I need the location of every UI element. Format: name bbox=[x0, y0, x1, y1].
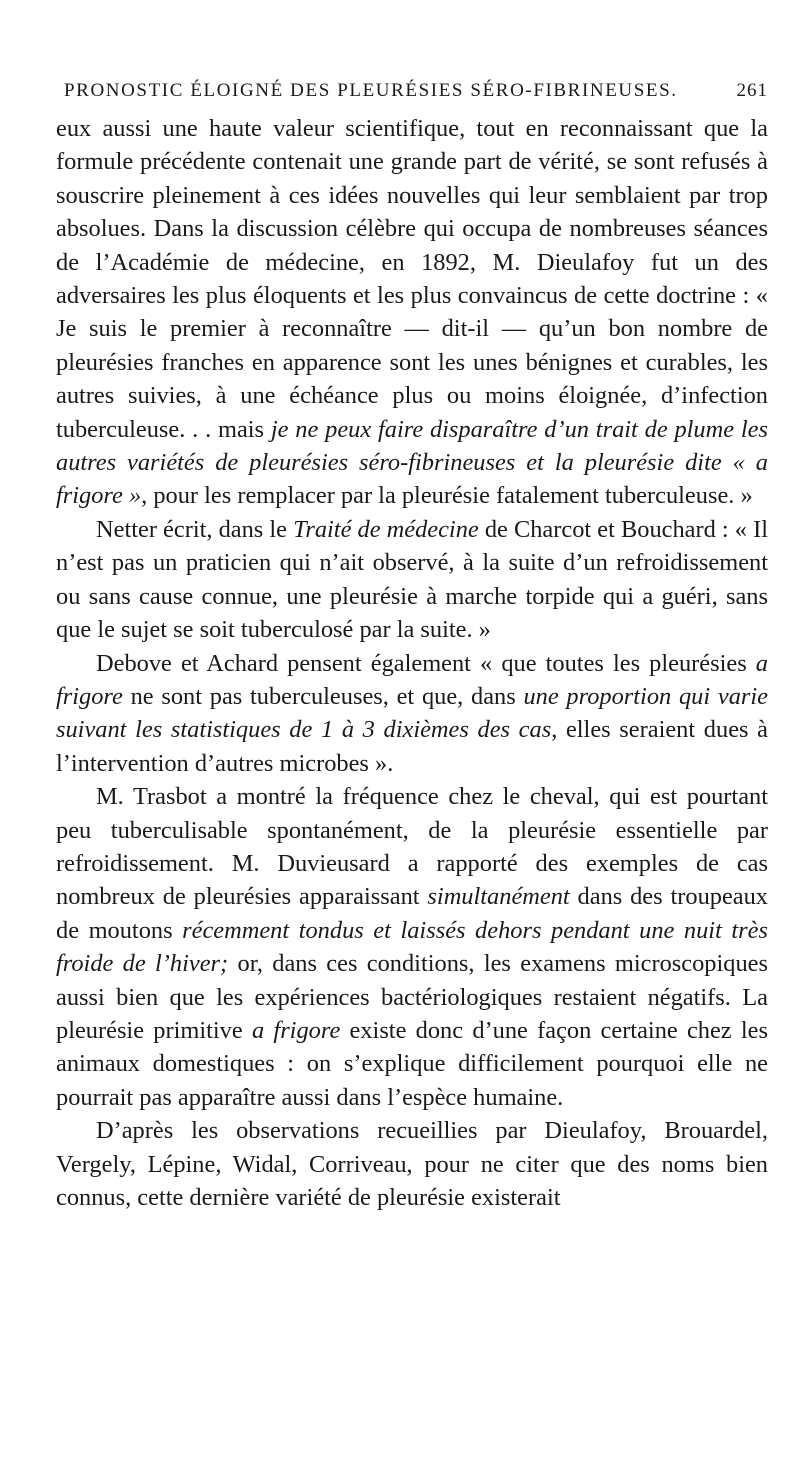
paragraph bbox=[56, 780, 768, 1114]
text-run: or, dans ces conditions, les examens microscopiques aussi bien que les expériences bactériologiques restaient négatifs. La pleurésie primitive bbox=[56, 950, 768, 1044]
text-run: , pour les remplacer par la pleurésie fatalement tuberculeuse. » bbox=[141, 482, 753, 510]
paragraph bbox=[56, 1114, 768, 1214]
running-head-title: PRONOSTIC ÉLOIGNÉ DES PLEURÉSIES SÉRO-FIBRINEUSES. bbox=[64, 80, 678, 101]
text-run: dans des troupeaux de moutons bbox=[56, 883, 768, 944]
text-run: D’après les observations recueillies par Dieulafoy, Brouardel, Vergely, Lépine, Widal, Corriveau, pour ne citer que des noms bien connus, cette dernière variété de pleurésie existerait bbox=[56, 1117, 768, 1211]
text-run: M. Trasbot a montré la fréquence chez le cheval, qui est pourtant peu tuberculisable spontanément, de la pleurésie essentielle par refroidissement. M. Duvieusard a rapporté des exemples de cas nombreux de pleurésies apparaissant bbox=[56, 783, 768, 911]
paragraph bbox=[56, 513, 768, 647]
italic-text-run: Traité de médecine bbox=[293, 515, 479, 543]
text-run: eux aussi une haute valeur scientifique, tout en reconnaissant que la formule précédente contenait une grande part de vérité, se sont refusés à souscrire pleinement à ces idées nouvelles qui leur semblaient par trop absolues. Dans la discussion célèbre qui occupa de nombreuses séances de l’Académie de médecine, en 1892, M. Dieulafoy fut un des adversaires les plus éloquents et les plus convaincus de cette doctrine : « Je suis le premier à reconnaître — dit-il — qu’un bon nombre de pleurésies franches en apparence sont les unes bénignes et curables, les autres suivies, à une échéance plus ou moins éloignée, d’infection tuberculeuse. . . mais bbox=[56, 115, 768, 443]
italic-text-run: récemment tondus et laissés dehors pendant une nuit très froide de l’hiver; bbox=[56, 916, 768, 978]
running-head bbox=[64, 80, 768, 102]
italic-text-run: simultanément bbox=[427, 883, 570, 911]
italic-text-run: je ne peux faire disparaître d’un trait de plume les autres variétés de pleurésies séro-fibrineuses et la pleurésie dite « a frigore » bbox=[56, 415, 768, 510]
italic-text-run: une proportion qui varie suivant les statistiques de 1 à 3 dixièmes des cas bbox=[56, 682, 768, 744]
text-run: existe donc d’une façon certaine chez les animaux domestiques : on s’explique difficilement pourquoi elle ne pourrait pas apparaître aussi dans l’espèce humaine. bbox=[56, 1016, 768, 1111]
text-run: Debove et Achard pensent également « que toutes les pleurésies bbox=[96, 649, 756, 677]
italic-text-run: a frigore bbox=[251, 1016, 341, 1044]
text-run: , elles seraient dues à l’intervention d’autres microbes ». bbox=[56, 716, 768, 777]
paragraph bbox=[56, 112, 768, 513]
paragraph bbox=[56, 647, 768, 781]
page-content bbox=[56, 80, 768, 1214]
text-run: de Charcot et Bouchard : « Il n’est pas un praticien qui n’ait observé, à la suite d’un refroidissement ou sans cause connue, une pleurésie à marche torpide qui a guéri, sans que le sujet se soit tuberculosé par la suite. » bbox=[56, 515, 768, 644]
italic-text-run: a frigore bbox=[56, 649, 768, 710]
page-number: 261 bbox=[736, 80, 768, 101]
text-run: ne sont pas tuberculeuses, et que, dans bbox=[122, 682, 524, 710]
text-run: Netter écrit, dans le bbox=[96, 515, 294, 543]
body-text bbox=[56, 112, 768, 1214]
